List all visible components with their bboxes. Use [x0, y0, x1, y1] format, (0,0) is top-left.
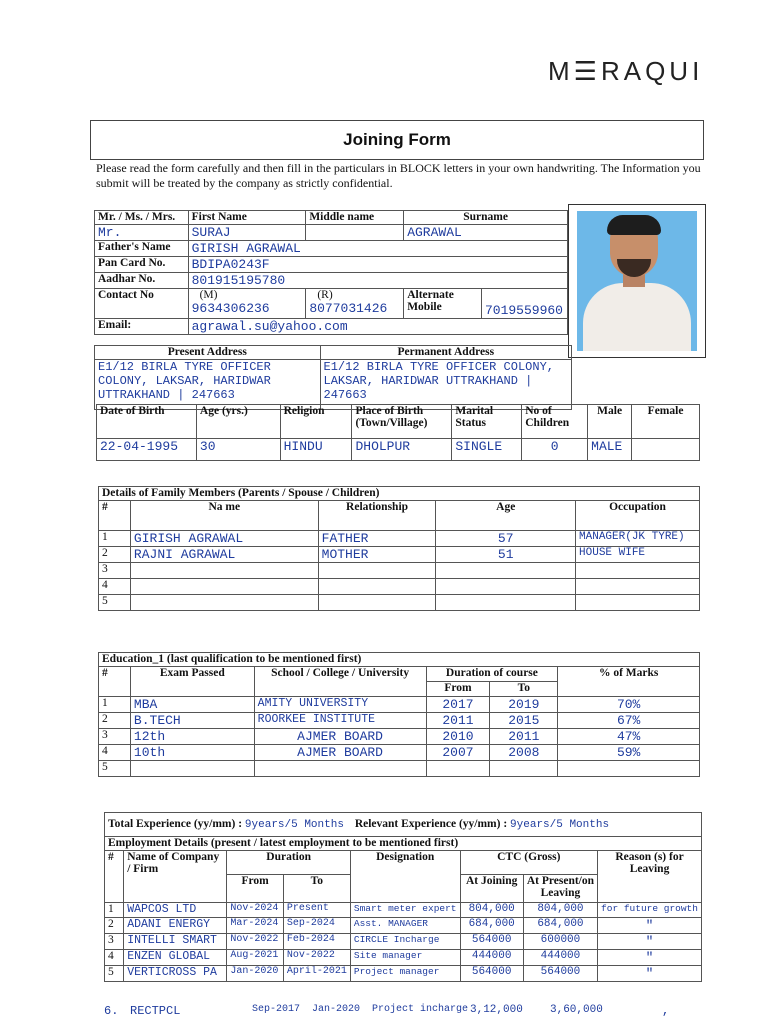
table-row [105, 966, 702, 982]
to-value[interactable]: 2008 [490, 745, 558, 761]
row-number: 3 [99, 729, 131, 745]
table-row [99, 697, 700, 713]
at-present-value[interactable]: 684,000 [523, 918, 597, 934]
female-value[interactable] [632, 439, 700, 461]
duration-header: Duration of course [426, 667, 558, 682]
from-value[interactable]: 2011 [426, 713, 490, 729]
row-number: 5 [99, 595, 131, 611]
exam-value[interactable]: 12th [130, 729, 254, 745]
row-number: 5 [105, 966, 124, 982]
table-row [99, 761, 700, 777]
family-name[interactable]: RAJNI AGRAWAL [130, 547, 318, 563]
family-occupation-header: Occupation [576, 501, 700, 531]
from-value[interactable] [426, 761, 490, 777]
alternate-mobile-value[interactable]: 7019559960 [481, 289, 567, 319]
at-joining-value[interactable]: 804,000 [460, 903, 523, 918]
religion-header: Religion [280, 405, 352, 439]
candidate-photo [568, 204, 706, 358]
employment-to-value[interactable]: Sep-2024 [283, 918, 350, 934]
exam-value[interactable] [130, 761, 254, 777]
at-present-value[interactable]: 444000 [523, 950, 597, 966]
designation-value[interactable]: Smart meter expert [350, 903, 460, 918]
relevant-experience-label: Relevant Experience (yy/mm) : [354, 818, 508, 830]
family-age-header: Age [436, 501, 576, 531]
table-row [99, 713, 700, 729]
dob-header: Date of Birth [97, 405, 197, 439]
at-joining-value[interactable]: 564000 [460, 966, 523, 982]
family-age[interactable] [436, 563, 576, 579]
row-number: 4 [99, 579, 131, 595]
exam-value[interactable]: MBA [130, 697, 254, 713]
row-number: 1 [105, 903, 124, 918]
marks-value[interactable]: 47% [558, 729, 700, 745]
employment-to-value[interactable]: Feb-2024 [283, 934, 350, 950]
table-row [99, 595, 700, 611]
family-table [98, 486, 700, 611]
row-number: 2 [105, 918, 124, 934]
children-value[interactable]: 0 [522, 439, 588, 461]
row-number: 3 [99, 563, 131, 579]
family-relationship[interactable]: MOTHER [318, 547, 436, 563]
to-value[interactable]: 2019 [490, 697, 558, 713]
marks-value[interactable]: 67% [558, 713, 700, 729]
from-value[interactable]: 2007 [426, 745, 490, 761]
table-row [105, 918, 702, 934]
family-name[interactable] [130, 563, 318, 579]
table-row [99, 729, 700, 745]
company-value[interactable]: INTELLI SMART [124, 934, 227, 950]
residence-cell[interactable] [306, 289, 404, 319]
contact-label: Contact No [95, 289, 189, 319]
family-name[interactable] [130, 595, 318, 611]
employment-from-value[interactable]: Sep-2017 [252, 1004, 301, 1015]
table-row [105, 950, 702, 966]
employment-to-header: To [283, 875, 350, 903]
education-title: Education_1 (last qualification to be mentioned first) [99, 653, 700, 667]
male-header: Male [588, 405, 632, 439]
marks-value[interactable]: 59% [558, 745, 700, 761]
row-number: 2 [99, 713, 131, 729]
family-relationship[interactable] [318, 579, 436, 595]
religion-value[interactable]: HINDU [280, 439, 352, 461]
employment-to-value[interactable]: Present [283, 903, 350, 918]
at-joining-value[interactable]: 444000 [460, 950, 523, 966]
pan-value[interactable]: BDIPA0243F [188, 257, 567, 273]
family-occupation[interactable]: MANAGER(JK TYRE) [576, 531, 700, 547]
at-joining-value[interactable]: 684,000 [460, 918, 523, 934]
residence-label: (R) [317, 289, 333, 301]
employment-from-value[interactable]: Nov-2024 [227, 903, 283, 918]
salutation-header: Mr. / Ms. / Mrs. [95, 211, 189, 225]
permanent-address-label: Permanent Address [320, 346, 571, 360]
email-value[interactable]: agrawal.su@yahoo.com [188, 319, 567, 335]
family-relationship[interactable] [318, 563, 436, 579]
address-table [94, 345, 572, 410]
reason-header: Reason (s) for Leaving [598, 851, 702, 903]
present-address-value[interactable]: E1/12 BIRLA TYRE OFFICER COLONY, LAKSAR, HARIDWAR UTTRAKHAND | 247663 [95, 360, 321, 410]
from-value[interactable]: 2017 [426, 697, 490, 713]
company-value[interactable]: ENZEN GLOBAL [124, 950, 227, 966]
company-value[interactable]: VERTICROSS PA [124, 966, 227, 982]
family-age[interactable]: 57 [436, 531, 576, 547]
total-experience-value[interactable]: 9years/5 Months [244, 819, 344, 831]
company-value[interactable]: RECTPCL [130, 1004, 181, 1018]
row-number: 4 [99, 745, 131, 761]
ctc-header: CTC (Gross) [460, 851, 598, 875]
reason-value[interactable]: " [598, 950, 702, 966]
school-value[interactable]: AMITY UNIVERSITY [254, 697, 426, 713]
exam-header: Exam Passed [130, 667, 254, 697]
marital-status-header: Marital Status [452, 405, 522, 439]
company-value[interactable]: ADANI ENERGY [124, 918, 227, 934]
from-value[interactable]: 2010 [426, 729, 490, 745]
family-no-header: # [99, 501, 131, 531]
reason-value[interactable]: " [598, 918, 702, 934]
designation-value[interactable]: Project manager [350, 966, 460, 982]
employment-no-header: # [105, 851, 124, 903]
dob-value[interactable]: 22-04-1995 [97, 439, 197, 461]
table-row [99, 531, 700, 547]
designation-header: Designation [350, 851, 460, 903]
total-experience-label: Total Experience (yy/mm) : [108, 818, 243, 830]
employment-to-value[interactable]: April-2021 [283, 966, 350, 982]
designation-value[interactable]: Site manager [350, 950, 460, 966]
family-occupation[interactable] [576, 579, 700, 595]
company-value[interactable]: WAPCOS LTD [124, 903, 227, 918]
aadhar-value[interactable]: 801915195780 [188, 273, 567, 289]
marks-value[interactable] [558, 761, 700, 777]
family-relationship[interactable]: FATHER [318, 531, 436, 547]
employment-from-value[interactable]: Mar-2024 [227, 918, 283, 934]
age-value[interactable]: 30 [196, 439, 280, 461]
form-title: Joining Form [343, 130, 451, 149]
education-table [98, 652, 700, 777]
to-value[interactable] [490, 761, 558, 777]
employment-table [104, 812, 702, 982]
family-name[interactable] [130, 579, 318, 595]
birth-details-table [96, 404, 700, 461]
employment-from-header: From [227, 875, 283, 903]
school-value[interactable] [254, 761, 426, 777]
school-header: School / College / University [254, 667, 426, 697]
family-name-header: Na me [130, 501, 318, 531]
reason-value[interactable]: , [662, 1004, 670, 1018]
school-value[interactable]: AJMER BOARD [254, 745, 426, 761]
employment-title: Employment Details (present / latest employment to be mentioned first) [105, 837, 702, 851]
to-value[interactable]: 2011 [490, 729, 558, 745]
employment-duration-header: Duration [227, 851, 350, 875]
marks-header: % of Marks [558, 667, 700, 697]
school-value[interactable]: ROORKEE INSTITUTE [254, 713, 426, 729]
row-number: 6. [104, 1004, 119, 1018]
place-of-birth-header: Place of Birth (Town/Village) [352, 405, 452, 439]
row-number: 5 [99, 761, 131, 777]
form-title-box [90, 120, 704, 160]
family-age[interactable] [436, 595, 576, 611]
education-no-header: # [99, 667, 131, 697]
salutation-value[interactable]: Mr. [95, 225, 189, 241]
first-name-header: First Name [188, 211, 306, 225]
from-header: From [426, 682, 490, 697]
marks-value[interactable]: 70% [558, 697, 700, 713]
father-name-label: Father's Name [95, 241, 189, 257]
form-instructions: Please read the form carefully and then fill in the particulars in BLOCK letters in your own handwriting. The Information you submit will be treated by the company as strictly confidential. [96, 161, 701, 190]
reason-value[interactable]: for future growth [598, 903, 702, 918]
designation-value[interactable]: CIRCLE Incharge [350, 934, 460, 950]
family-relationship[interactable] [318, 595, 436, 611]
family-name[interactable]: GIRISH AGRAWAL [130, 531, 318, 547]
middle-name-header: Middle name [306, 211, 404, 225]
pan-label: Pan Card No. [95, 257, 189, 273]
exam-value[interactable]: B.TECH [130, 713, 254, 729]
children-header: No of Children [522, 405, 588, 439]
female-header: Female [632, 405, 700, 439]
mobile-cell[interactable] [188, 289, 306, 319]
table-row [99, 563, 700, 579]
company-logo: M☰RAQUI [548, 56, 704, 86]
mobile-label: (M) [199, 289, 218, 301]
permanent-address-value[interactable]: E1/12 BIRLA TYRE OFFICER COLONY, LAKSAR, HARIDWAR UTTRAKHAND | 247663 [320, 360, 571, 410]
father-name-value[interactable]: GIRISH AGRAWAL [188, 241, 567, 257]
employment-to-value[interactable]: Jan-2020 [312, 1004, 361, 1015]
employment-from-value[interactable]: Jan-2020 [227, 966, 283, 982]
row-number: 1 [99, 697, 131, 713]
school-value[interactable]: AJMER BOARD [254, 729, 426, 745]
middle-name-value[interactable] [306, 225, 404, 241]
family-title: Details of Family Members (Parents / Spouse / Children) [99, 487, 700, 501]
at-joining-value[interactable]: 3,12,000 [470, 1004, 523, 1016]
employment-from-value[interactable]: Aug-2021 [227, 950, 283, 966]
at-present-value[interactable]: 564000 [523, 966, 597, 982]
reason-value[interactable]: " [598, 934, 702, 950]
surname-header: Surname [404, 211, 568, 225]
row-number: 2 [99, 547, 131, 563]
table-row [105, 903, 702, 918]
residence-value[interactable]: 8077031426 [309, 301, 388, 316]
surname-value[interactable]: AGRAWAL [404, 225, 568, 241]
employment-from-value[interactable]: Nov-2022 [227, 934, 283, 950]
to-value[interactable]: 2015 [490, 713, 558, 729]
designation-value[interactable]: Asst. MANAGER [350, 918, 460, 934]
aadhar-label: Aadhar No. [95, 273, 189, 289]
family-occupation[interactable]: HOUSE WIFE [576, 547, 700, 563]
marital-status-value[interactable]: SINGLE [452, 439, 522, 461]
mobile-value[interactable]: 9634306236 [191, 301, 270, 316]
personal-details-table [94, 210, 568, 335]
row-number: 1 [99, 531, 131, 547]
at-joining-header: At Joining [460, 875, 523, 903]
at-joining-value[interactable]: 564000 [460, 934, 523, 950]
relevant-experience-value[interactable]: 9years/5 Months [510, 819, 610, 831]
family-occupation[interactable] [576, 563, 700, 579]
company-header: Name of Company / Firm [124, 851, 227, 903]
at-present-value[interactable]: 804,000 [523, 903, 597, 918]
row-number: 4 [105, 950, 124, 966]
family-age[interactable]: 51 [436, 547, 576, 563]
table-row [99, 579, 700, 595]
family-occupation[interactable] [576, 595, 700, 611]
designation-value[interactable]: Project incharge [372, 1004, 469, 1015]
place-of-birth-value[interactable]: DHOLPUR [352, 439, 452, 461]
email-label: Email: [95, 319, 189, 335]
experience-row [105, 813, 702, 837]
row-number: 3 [105, 934, 124, 950]
male-value[interactable]: MALE [588, 439, 632, 461]
age-header: Age (yrs.) [196, 405, 280, 439]
at-present-value[interactable]: 3,60,000 [550, 1004, 603, 1016]
table-row [105, 934, 702, 950]
present-address-label: Present Address [95, 346, 321, 360]
at-present-value[interactable]: 600000 [523, 934, 597, 950]
table-row [99, 547, 700, 563]
family-age[interactable] [436, 579, 576, 595]
exam-value[interactable]: 10th [130, 745, 254, 761]
to-header: To [490, 682, 558, 697]
table-row [99, 745, 700, 761]
first-name-value[interactable]: SURAJ [188, 225, 306, 241]
family-relationship-header: Relationship [318, 501, 436, 531]
at-present-header: At Present/on Leaving [523, 875, 597, 903]
employment-to-value[interactable]: Nov-2022 [283, 950, 350, 966]
alternate-mobile-label: Alternate Mobile [404, 289, 482, 319]
reason-value[interactable]: " [598, 966, 702, 982]
